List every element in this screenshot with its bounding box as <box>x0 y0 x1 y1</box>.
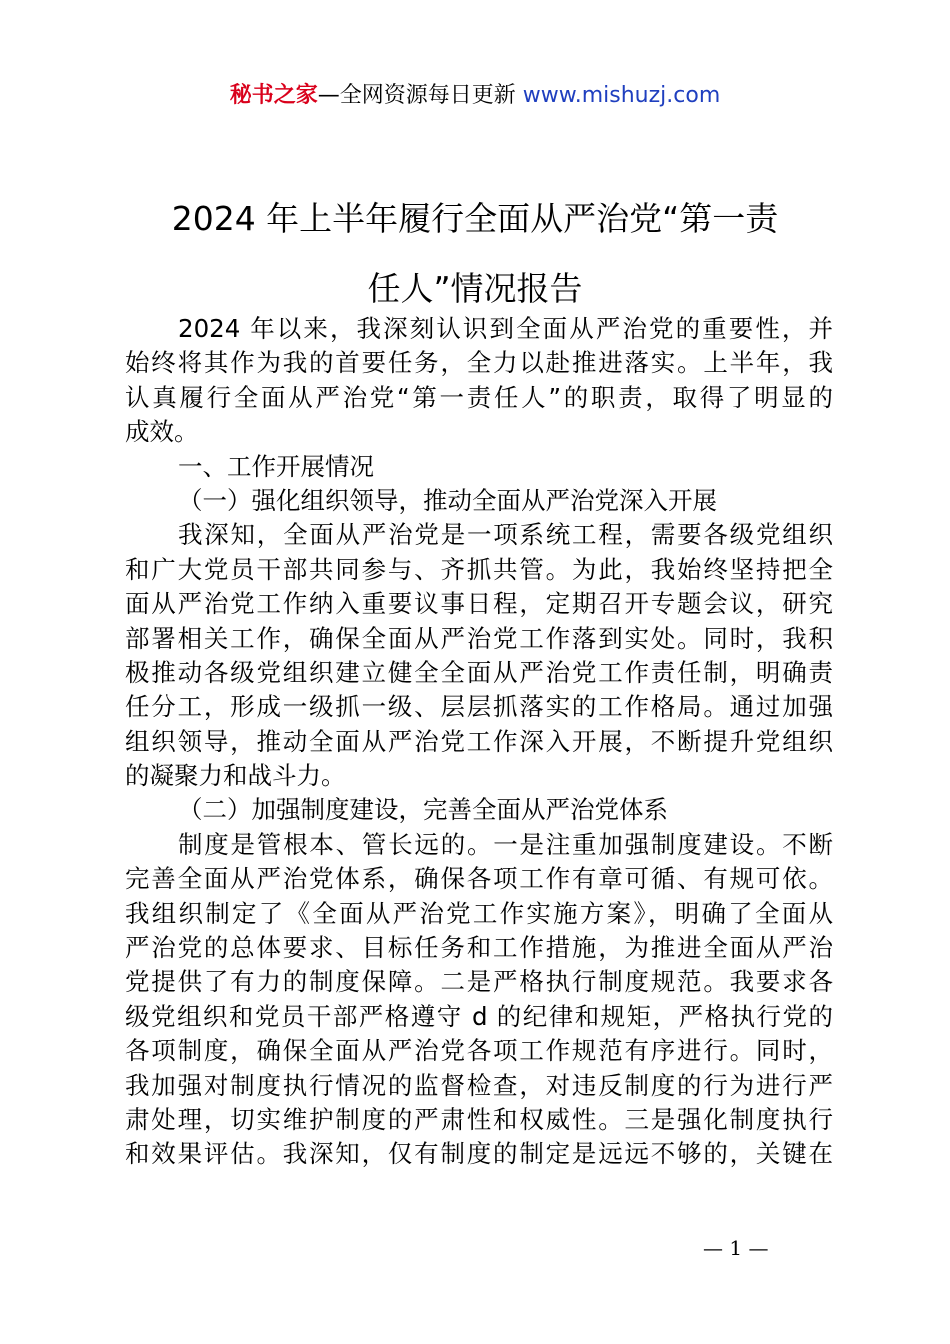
body-text-line: 的凝聚力和战斗力。 <box>125 761 346 791</box>
body-text-line: 极推动各级党组织建立健全全面从严治党工作责任制，明确责 <box>125 657 833 687</box>
body-text-line: 始终将其作为我的首要任务，全力以赴推进落实。上半年，我 <box>125 348 833 378</box>
body-text-line: 组织领导，推动全面从严治党工作深入开展，不断提升党组织 <box>125 726 833 756</box>
body-text-line: 制度是管根本、管长远的。一是注重加强制度建设。不断 <box>178 829 833 859</box>
body-text-line: 我组织制定了《全面从严治党工作实施方案》，明确了全面从 <box>125 898 833 928</box>
body-text-line: 认真履行全面从严治党“第一责任人”的职责，取得了明显的 <box>125 382 833 412</box>
body-text-line: 我加强对制度执行情况的监督检查，对违反制度的行为进行严 <box>125 1070 833 1100</box>
document-title <box>125 184 825 324</box>
brand-name: 秘书之家 <box>229 83 318 108</box>
document-body <box>125 312 833 1172</box>
site-banner <box>0 80 950 112</box>
body-text-line: 成效。 <box>125 417 199 447</box>
title-line-2: 任人”情况报告 <box>367 269 583 308</box>
title-line-1: 2024 年上半年履行全面从严治党“第一责 <box>171 199 779 238</box>
section-heading: 一、工作开展情况 <box>178 451 374 481</box>
body-text-line: 2024 年以来，我深刻认识到全面从严治党的重要性，并 <box>178 314 833 343</box>
site-slogan: —全网资源每日更新 <box>317 83 516 108</box>
body-text-line: 我深知，全面从严治党是一项系统工程，需要各级党组织 <box>178 520 833 550</box>
body-text-line: 任分工，形成一级抓一级、层层抓落实的工作格局。通过加强 <box>125 692 833 722</box>
body-text-line: 各项制度，确保全面从严治党各项工作规范有序进行。同时， <box>125 1036 833 1066</box>
body-text-line: 党提供了有力的制度保障。二是严格执行制度规范。我要求各 <box>125 967 833 997</box>
body-text-line: 肃处理，切实维护制度的严肃性和权威性。三是强化制度执行 <box>125 1104 833 1134</box>
section-heading: （一）强化组织领导，推动全面从严治党深入开展 <box>178 485 717 515</box>
body-text-line: 级党组织和党员干部严格遵守 d 的纪律和规矩，严格执行党的 <box>125 1001 833 1031</box>
body-text-line: 面从严治党工作纳入重要议事日程，定期召开专题会议，研究 <box>125 589 833 619</box>
body-text-line: 严治党的总体要求、目标任务和工作措施，为推进全面从严治 <box>125 933 833 963</box>
body-text-line: 部署相关工作，确保全面从严治党工作落到实处。同时，我积 <box>125 623 833 653</box>
body-text-line: 和效果评估。我深知，仅有制度的制定是远远不够的，关键在 <box>125 1139 833 1169</box>
body-text-line: 完善全面从严治党体系，确保各项工作有章可循、有规可依。 <box>125 864 833 894</box>
section-heading: （二）加强制度建设，完善全面从严治党体系 <box>178 795 668 825</box>
body-text-line: 和广大党员干部共同参与、齐抓共管。为此，我始终坚持把全 <box>125 554 833 584</box>
page-number: — 1 — <box>703 1236 769 1260</box>
site-url-link[interactable]: www.mishuzj.com <box>522 83 721 108</box>
